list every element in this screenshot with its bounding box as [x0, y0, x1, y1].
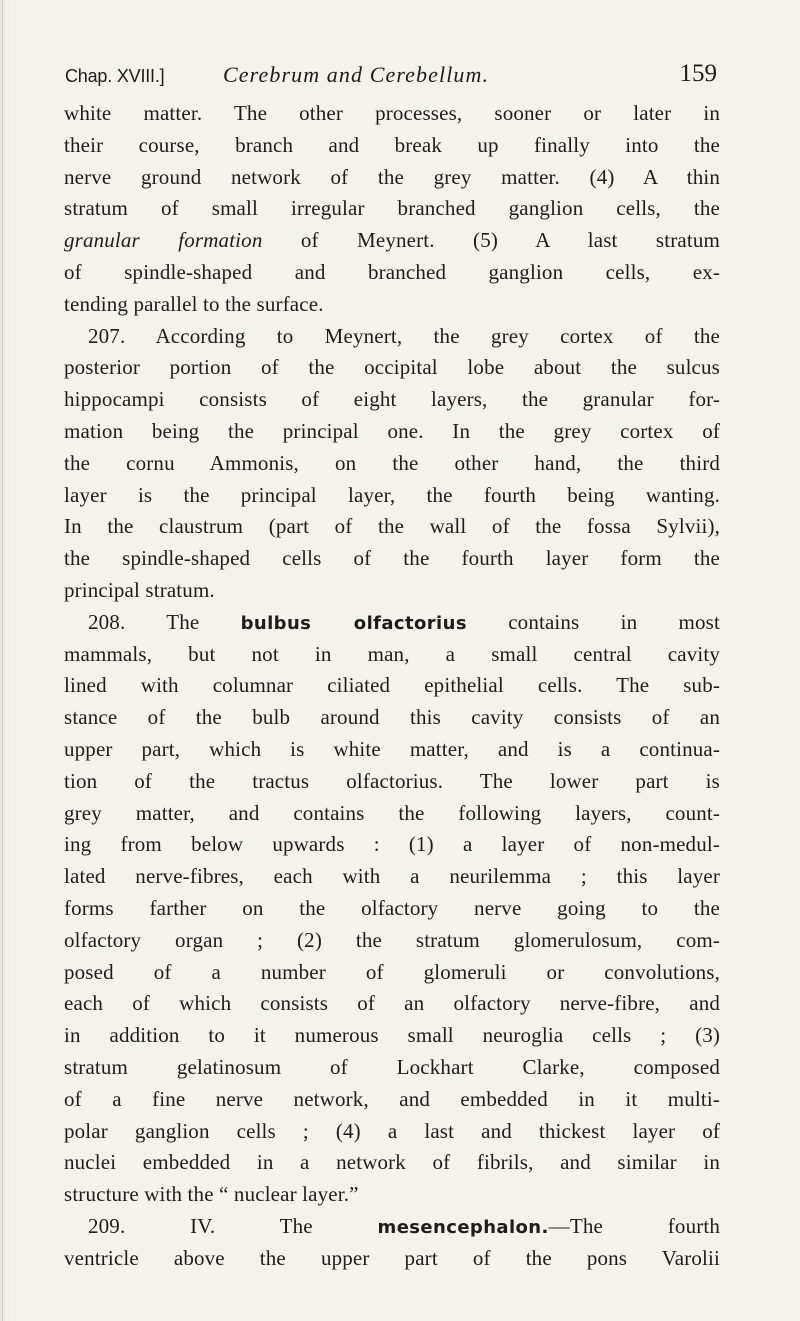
text-line: tion of the tractus olfactorius. The lower part is	[64, 768, 720, 793]
text-line: white matter. The other processes, sooner or later in	[64, 101, 720, 125]
text-line: In the claustrum (part of the wall of the fossa Sylvii),	[64, 514, 720, 539]
text-line: stratum of small irregular branched ganglion cells, the	[64, 196, 720, 221]
text-line: stance of the bulb around this cavity consists of an	[64, 705, 720, 730]
text-line: lated nerve-fibres, each with a neurilemma ; this layer	[64, 864, 720, 889]
text-line: olfactory organ ; (2) the stratum glomerulosum, com-	[64, 927, 720, 952]
text-line: layer is the principal layer, the fourth being wanting.	[64, 482, 720, 507]
text-line: structure with the “ nuclear layer.”	[64, 1182, 359, 1207]
text-line: of spindle-shaped and branched ganglion cells, ex-	[64, 259, 720, 284]
paragraph-start-208	[64, 607, 720, 639]
text-line: in addition to it numerous small neuroglia cells ; (3)	[64, 1023, 720, 1048]
paragraph-start-207: 207. According to Meynert, the grey cortex of the	[88, 323, 720, 348]
line-continuation: contains in most	[466, 609, 720, 634]
italic-term: granular formation	[64, 228, 263, 253]
text-line	[64, 225, 720, 257]
text-line: principal stratum.	[64, 577, 215, 602]
text-line: their course, branch and break up finally into the	[64, 132, 720, 157]
text-line: lined with columnar ciliated epithelial cells. The sub-	[64, 673, 720, 698]
text-line: posed of a number of glomeruli or convolutions,	[64, 959, 720, 984]
text-line: grey matter, and contains the following layers, count-	[64, 800, 720, 825]
page-number: 159	[679, 60, 717, 87]
text-line: each of which consists of an olfactory nerve-fibre, and	[64, 991, 720, 1016]
text-line: forms farther on the olfactory nerve going to the	[64, 895, 720, 920]
text-line: the spindle-shaped cells of the fourth layer form the	[64, 546, 720, 571]
bold-term-mesencephalon: mesencephalon.	[377, 1216, 549, 1238]
text-line: polar ganglion cells ; (4) a last and thickest layer of	[64, 1118, 720, 1143]
running-title: Cerebrum and Cerebellum.	[223, 62, 490, 87]
line-continuation: of Meynert. (5) A last stratum	[262, 228, 720, 253]
body-text	[64, 98, 720, 1274]
paragraph-start-209	[64, 1211, 720, 1243]
text-line: nerve ground network of the grey matter. (4) A thin	[64, 164, 720, 189]
text-line: nuclei embedded in a network of fibrils, and similar in	[64, 1150, 720, 1175]
text-line: hippocampi consists of eight layers, the granular for-	[64, 387, 720, 412]
text-line: upper part, which is white matter, and is a continua-	[64, 736, 720, 761]
text-line: mammals, but not in man, a small central cavity	[64, 641, 720, 666]
bold-term-bulbus-olfactorius: bulbus olfactorius	[240, 612, 467, 634]
line-lead: 208. The	[88, 609, 241, 634]
line-lead: 209. IV. The	[88, 1213, 378, 1238]
text-line: the cornu Ammonis, on the other hand, the third	[64, 450, 720, 475]
running-header	[65, 58, 717, 98]
chapter-reference: Chap. XVIII.]	[65, 66, 165, 86]
text-line: mation being the principal one. In the grey cortex of	[64, 418, 720, 443]
text-line: posterior portion of the occipital lobe about the sulcus	[64, 355, 720, 380]
text-line: stratum gelatinosum of Lockhart Clarke, composed	[64, 1054, 720, 1079]
text-line: ventricle above the upper part of the pons Varolii	[64, 1245, 720, 1270]
page-edge-shadow	[2, 0, 3, 1321]
text-line: of a fine nerve network, and embedded in it multi-	[64, 1086, 720, 1111]
text-line: ing from below upwards : (1) a layer of non-medul-	[64, 832, 720, 857]
line-continuation: —The fourth	[548, 1213, 720, 1238]
text-line: tending parallel to the surface.	[64, 291, 324, 316]
